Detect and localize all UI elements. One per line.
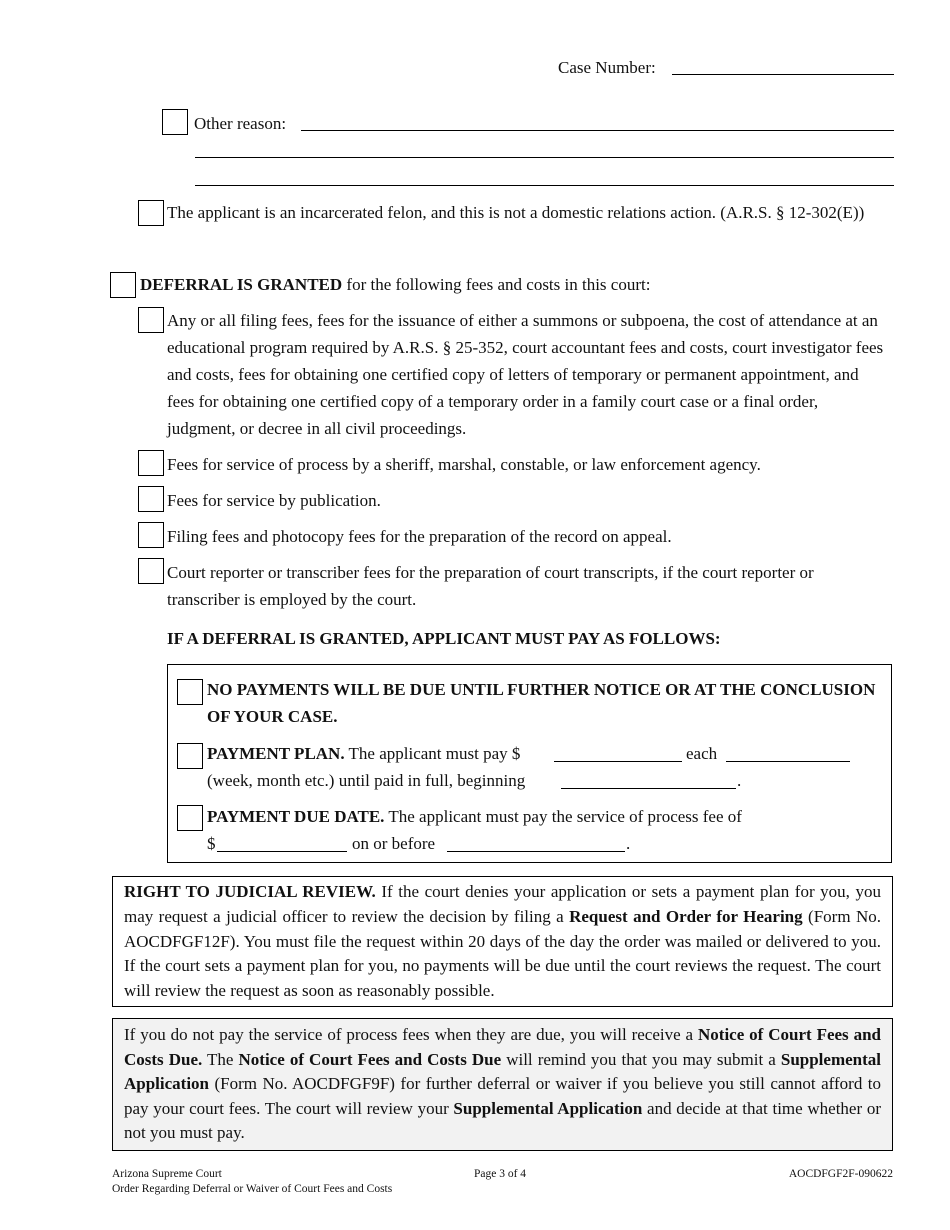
payment-plan-text: The applicant must pay $ <box>348 744 521 763</box>
deferral-item-checkbox-4[interactable] <box>138 522 164 548</box>
case-number-label: Case Number: <box>558 58 656 77</box>
payment-due-text: The applicant must pay the service of process fee of <box>388 807 742 826</box>
deferral-granted-checkbox[interactable] <box>110 272 136 298</box>
payment-plan-each: each <box>686 744 718 763</box>
deferral-item-checkbox-3[interactable] <box>138 486 164 512</box>
other-reason-line-1[interactable] <box>301 130 894 131</box>
notice-body-1: If you do not pay the service of process fees when they are due, you will receive a <box>124 1025 699 1044</box>
incarcerated-text: The applicant is an incarcerated felon, and this is not a domestic relations action. (A.R.S. § 12-302(E)) <box>167 203 865 222</box>
judicial-review-body-1: If the court denies your application or sets a payment plan for you, you may request a judicial officer to review the decision by filing a <box>124 882 881 926</box>
deferral-item-text-1: Any or all filing fees, fees for the issuance of either a summons or subpoena, the cost of attendance at an educational program required by A.R.S. § 25-352, court accountant fees and costs, court investigator fees and costs, fees for obtaining one certified copy of letters of temporary or permanent appointment, and fees for obtaining one certified copy of a temporary order in a family court case or a final order, judgment, or decree in all civil proceedings. <box>167 311 884 438</box>
case-number-field[interactable] <box>672 74 894 75</box>
payment-due-line1 <box>207 803 877 830</box>
other-reason-line-2[interactable] <box>195 157 894 158</box>
no-payments-checkbox[interactable] <box>177 679 203 705</box>
deferral-item-checkbox-2[interactable] <box>138 450 164 476</box>
payment-plan-bold: PAYMENT PLAN. <box>207 744 345 763</box>
supplemental-application-ref-2: Supplemental Application <box>453 1098 643 1118</box>
deferral-item-text-4: Filing fees and photocopy fees for the preparation of the record on appeal. <box>167 527 672 546</box>
judicial-review-box <box>112 876 893 1007</box>
payment-plan-line1 <box>207 740 877 767</box>
footer-form-code: AOCDFGF2F-090622 <box>788 1168 893 1180</box>
incarcerated-checkbox[interactable] <box>138 200 164 226</box>
deferral-item-text-2: Fees for service of process by a sheriff, marshal, constable, or law enforcement agency. <box>167 455 761 474</box>
deferral-heading-bold: DEFERRAL IS GRANTED <box>140 275 343 294</box>
other-reason-checkbox[interactable] <box>162 109 188 135</box>
notice-body-5: and decide at that time whether or not you must pay. <box>124 1098 881 1143</box>
notice-body-4: (Form No. AOCDFGF9F) for further deferral or waiver if you believe you still cannot afford to pay your court fees. The court will review your <box>124 1074 881 1118</box>
notice-text <box>124 1023 881 1146</box>
payment-due-or-before: on or before <box>352 834 436 853</box>
deferral-heading-rest: for the following fees and costs in this court: <box>342 275 651 294</box>
deferral-item-text-3: Fees for service by publication. <box>167 491 381 510</box>
payment-plan-line2: (week, month etc.) until paid in full, beginning <box>207 771 526 790</box>
other-reason-label: Other reason: <box>194 114 287 133</box>
payment-plan-period-field[interactable] <box>726 761 850 762</box>
deferral-heading <box>140 271 900 298</box>
other-reason-line-3[interactable] <box>195 185 894 186</box>
notice-fees-due-ref-1: Notice of Court Fees and Costs Due. <box>124 1025 881 1069</box>
footer-page-number: Page 3 of 4 <box>474 1168 527 1180</box>
payment-plan-start-field[interactable] <box>561 788 736 789</box>
payment-due-amount-field[interactable] <box>217 851 347 852</box>
judicial-review-title: RIGHT TO JUDICIAL REVIEW. <box>124 882 376 901</box>
notice-box <box>112 1018 893 1151</box>
deferral-item-checkbox-1[interactable] <box>138 307 164 333</box>
deferral-item-checkbox-5[interactable] <box>138 558 164 584</box>
footer-form-title: Order Regarding Deferral or Waiver of Court Fees and Costs <box>112 1183 393 1195</box>
judicial-review-body-2: (Form No. AOCDFGF12F). You must file the request within 20 days of the day the order was mailed or delivered to you. If the court sets a payment plan for you, no payments will be due until the court reviews the request. The court will review the request as soon as reasonably possible. <box>124 906 881 1001</box>
footer-court: Arizona Supreme Court <box>112 1168 222 1180</box>
payment-due-date-field[interactable] <box>447 851 625 852</box>
payment-due-date-checkbox[interactable] <box>177 805 203 831</box>
payment-heading: IF A DEFERRAL IS GRANTED, APPLICANT MUST PAY AS FOLLOWS: <box>167 629 721 648</box>
request-order-hearing-ref: Request and Order for Hearing <box>569 906 803 926</box>
supplemental-application-ref-1: Supplemental Application <box>124 1049 881 1094</box>
no-payments-text: NO PAYMENTS WILL BE DUE UNTIL FURTHER NOTICE OR AT THE CONCLUSION OF YOUR CASE. <box>207 680 876 726</box>
payment-plan-checkbox[interactable] <box>177 743 203 769</box>
payment-due-bold: PAYMENT DUE DATE. <box>207 807 385 826</box>
notice-body-2: The <box>202 1049 239 1069</box>
deferral-item-text-5: Court reporter or transcriber fees for the preparation of court transcripts, if the court reporter or transcriber is employed by the court. <box>167 563 814 609</box>
payment-plan-amount-field[interactable] <box>554 761 682 762</box>
payment-due-end: . <box>626 834 631 853</box>
notice-body-3: will remind you that you may submit a <box>501 1049 781 1069</box>
payment-plan-end: . <box>737 771 742 790</box>
judicial-review-text <box>124 880 881 1004</box>
payment-due-dollar: $ <box>207 834 216 853</box>
notice-fees-due-ref-2: Notice of Court Fees and Costs Due <box>238 1049 502 1069</box>
